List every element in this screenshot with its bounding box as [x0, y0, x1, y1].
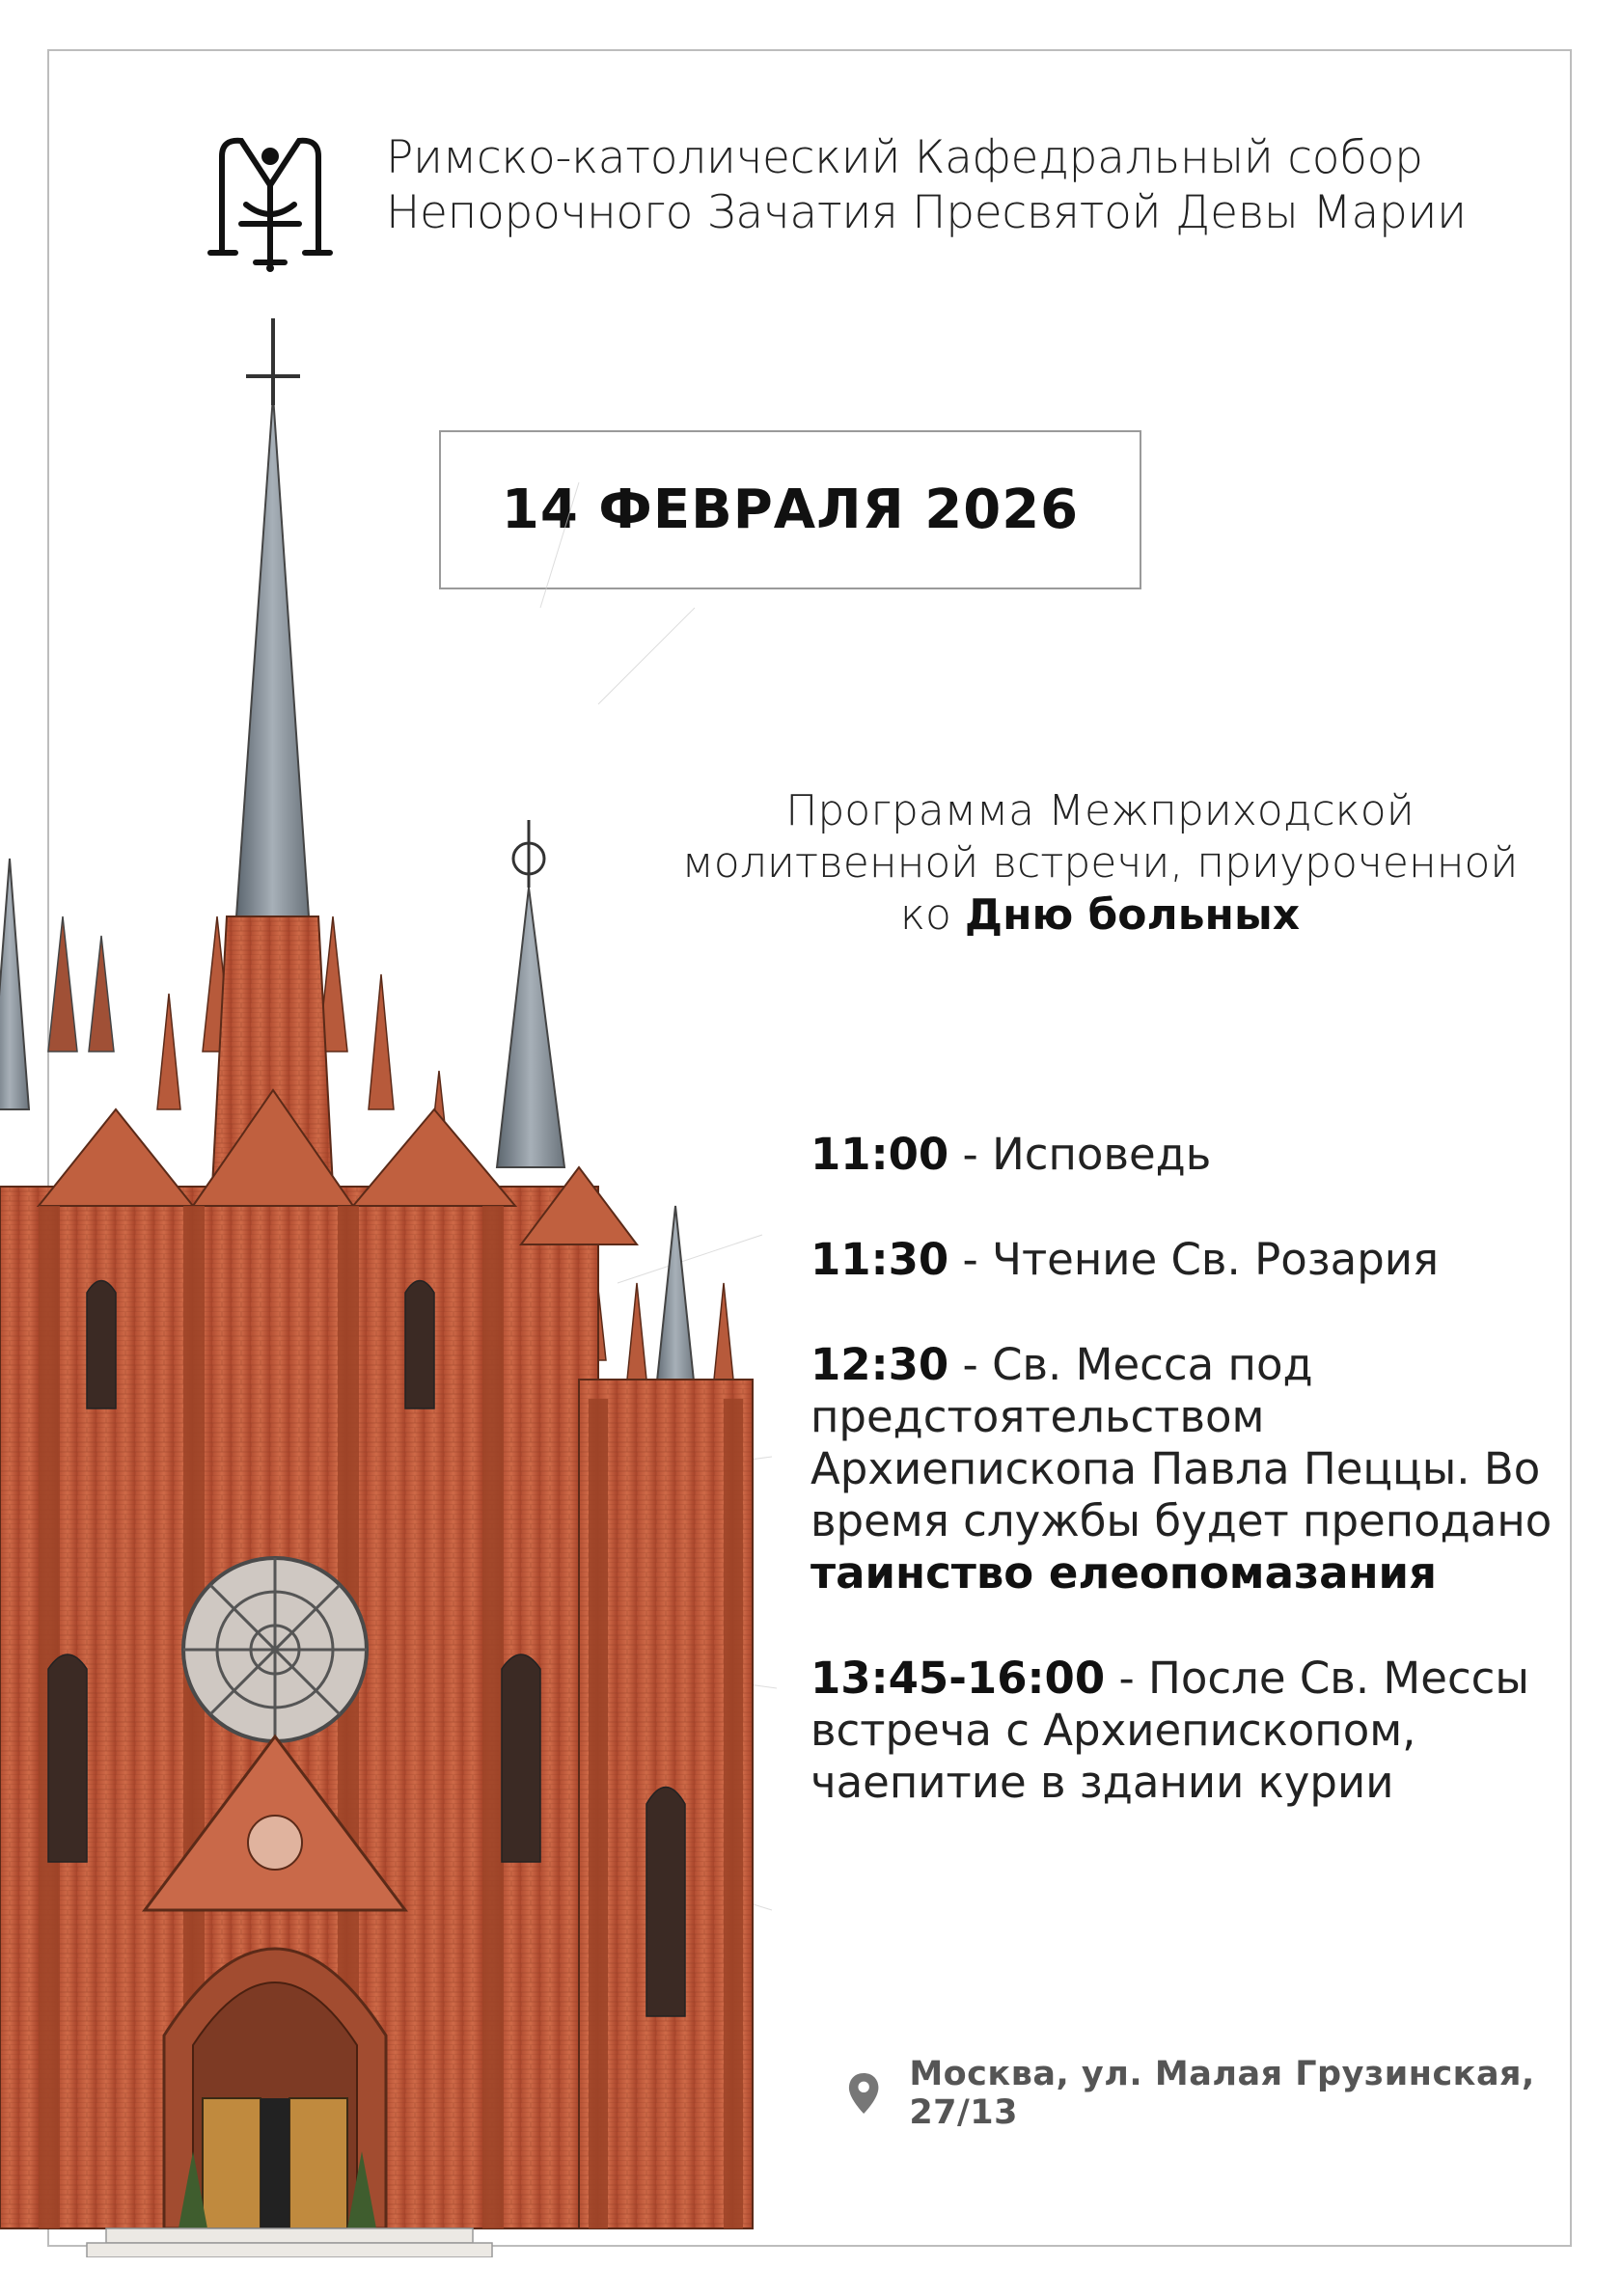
program-line2: молитвенной встречи, приуроченной	[681, 838, 1519, 888]
schedule-time: 11:30	[810, 1234, 949, 1285]
schedule-time: 11:00	[810, 1129, 949, 1180]
event-date: 14 ФЕВРАЛЯ 2026	[501, 478, 1080, 541]
schedule-item	[810, 1339, 1563, 1599]
cathedral-illustration	[0, 318, 782, 2257]
schedule-text: Чтение Св. Розария	[992, 1234, 1440, 1285]
schedule-separator: -	[948, 1339, 993, 1390]
program-line3	[675, 889, 1525, 942]
schedule-separator: -	[1105, 1653, 1149, 1704]
schedule-separator: -	[948, 1129, 993, 1180]
program-title	[675, 785, 1525, 942]
program-line1: Программа Межприходской	[785, 786, 1415, 835]
schedule-item	[810, 1653, 1563, 1809]
marian-monogram-icon	[203, 127, 338, 272]
schedule-item	[810, 1129, 1563, 1181]
program-line3-prefix: ко	[899, 890, 965, 940]
schedule-text: После Св. Мессы встреча с Архиепископом, чаепитие в здании курии	[810, 1653, 1529, 1808]
schedule-list	[810, 1129, 1563, 1862]
address-text: Москва, ул. Малая Грузинская, 27/13	[909, 2055, 1535, 2132]
org-name-line2: Непорочного Зачатия Пресвятой Девы Марии	[386, 186, 1467, 239]
schedule-text: Исповедь	[992, 1129, 1212, 1180]
schedule-text: Св. Месса под предстоятельством Архиепископа Павла Пеццы. Во время службы будет преподано	[810, 1339, 1552, 1546]
org-name-line1: Римско-католический Кафедральный собор	[386, 131, 1423, 184]
program-line3-bold: Дню больных	[964, 890, 1301, 940]
address	[847, 2055, 1621, 2132]
schedule-time: 13:45-16:00	[810, 1653, 1106, 1704]
schedule-time: 12:30	[810, 1339, 949, 1390]
organization-name	[386, 130, 1467, 240]
location-pin-icon	[847, 2070, 880, 2117]
schedule-separator: -	[948, 1234, 993, 1285]
schedule-item	[810, 1234, 1563, 1286]
schedule-text-bold: таинство елеопомазания	[810, 1547, 1437, 1599]
